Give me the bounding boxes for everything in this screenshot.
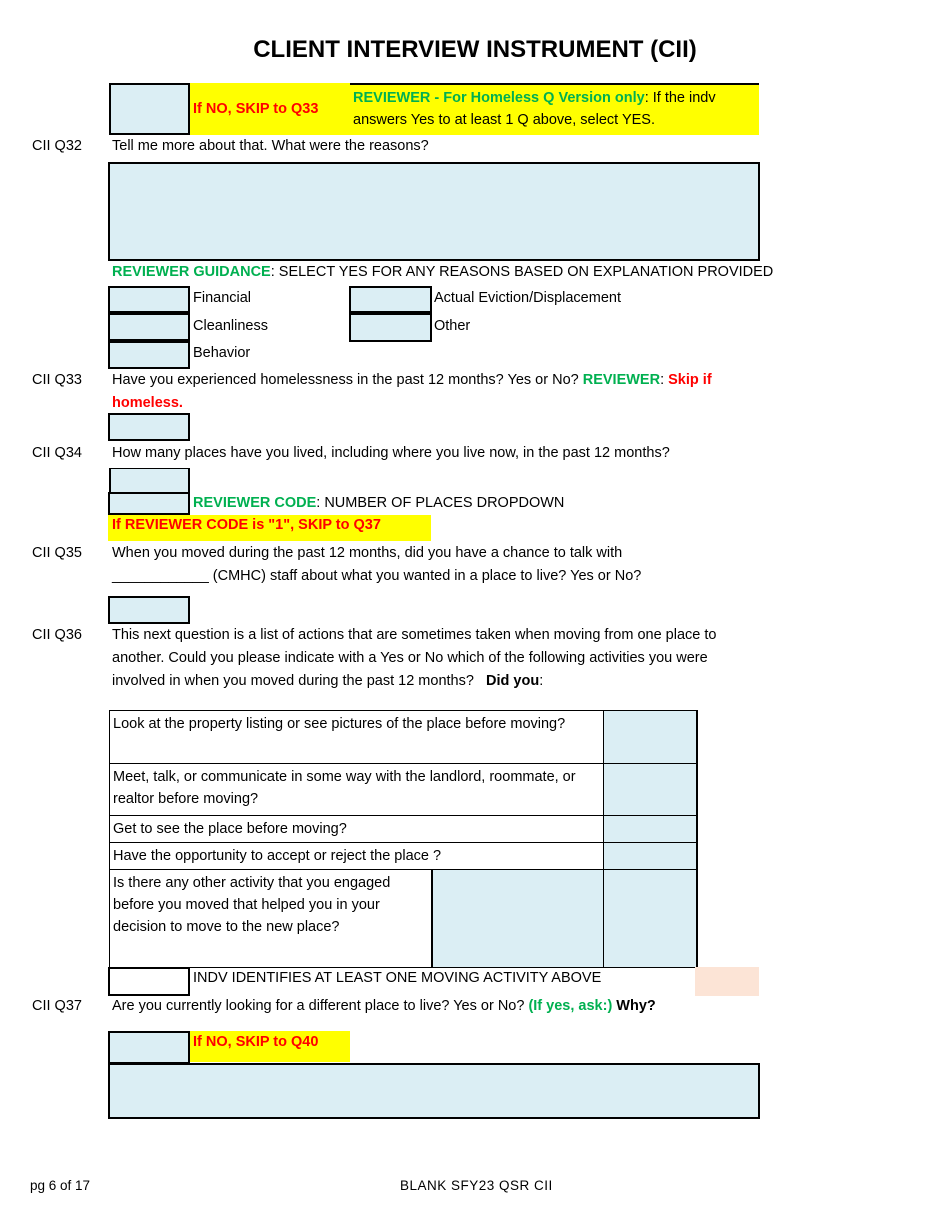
moving-activities-table — [109, 710, 698, 968]
q37-why-textarea[interactable] — [108, 1063, 760, 1119]
activity-4-label: Have the opportunity to accept or reject the place ? — [110, 843, 604, 870]
reviewer-homeless-label: REVIEWER - For Homeless Q Version only — [353, 90, 645, 106]
table-row — [110, 764, 698, 816]
reason-financial-label: Financial — [193, 290, 252, 306]
q36-did-you: Did you — [486, 673, 540, 689]
q37-skip-note — [190, 1031, 350, 1062]
table-row — [110, 711, 698, 764]
q32-guidance — [112, 263, 773, 281]
q33-colon: : — [660, 372, 669, 388]
reason-eviction-label: Actual Eviction/Displacement — [434, 290, 621, 306]
reason-other-field[interactable] — [349, 313, 432, 342]
reviewer-homeless-text: : If the indv answers Yes to at least 1 Q above, select YES. — [353, 90, 716, 128]
reason-cleanliness-field[interactable] — [108, 313, 190, 341]
q36-colon: : — [539, 673, 544, 689]
q37-question: Are you currently looking for a different place to live? Yes or No? — [112, 998, 529, 1014]
table-row — [110, 843, 698, 870]
reason-behavior-label: Behavior — [193, 345, 251, 361]
q37-why: Why? — [612, 998, 656, 1014]
q37-text — [112, 995, 656, 1018]
q32-text: Tell me more about that. What were the reasons? — [112, 138, 429, 154]
q35-label: CII Q35 — [32, 545, 82, 561]
q34-code — [193, 495, 564, 511]
homeless-answer-field[interactable] — [109, 83, 190, 135]
q35-line2: ____________ (CMHC) staff about what you wanted in a place to live? Yes or No? — [112, 568, 642, 584]
q34-label: CII Q34 — [32, 445, 82, 461]
q36-text — [112, 624, 760, 693]
activity-5-label: Is there any other activity that you engaged before you moved that helped you in your decision to move to the new place? — [110, 870, 433, 968]
q36-label: CII Q36 — [32, 627, 82, 643]
activity-3-answer[interactable] — [604, 816, 698, 843]
document-id: BLANK SFY23 QSR CII — [400, 1178, 553, 1193]
q34-places-dropdown[interactable] — [108, 492, 190, 515]
q34-skip-note — [108, 515, 431, 541]
q32-guidance-label: REVIEWER GUIDANCE — [112, 264, 271, 280]
q35-line1: When you moved during the past 12 months, did you have a chance to talk with — [112, 545, 623, 561]
table-row — [110, 816, 698, 843]
q37-label: CII Q37 — [32, 998, 82, 1014]
summary-result-cell — [695, 967, 759, 996]
q35-text — [112, 542, 641, 588]
q34-code-label: REVIEWER CODE — [193, 495, 317, 511]
table-row — [110, 870, 698, 968]
q33-reviewer: REVIEWER — [582, 372, 661, 388]
reviewer-homeless-note — [350, 83, 759, 135]
q32-reasons-textarea[interactable] — [108, 162, 760, 261]
q36-question: This next question is a list of actions that are sometimes taken when moving from one place to another. Could you please indicate with a Yes or No which of the following activities you were involved in when you moved during the past 12 months? — [112, 627, 717, 689]
q34-code-text: : NUMBER OF PLACES DROPDOWN — [316, 495, 565, 511]
reason-behavior-field[interactable] — [108, 341, 190, 369]
reason-financial-field[interactable] — [108, 286, 190, 313]
reason-other-label: Other — [434, 318, 471, 334]
activity-5-description[interactable] — [432, 870, 604, 968]
page-number: pg 6 of 17 — [30, 1178, 91, 1193]
activity-2-answer[interactable] — [604, 764, 698, 816]
q33-answer-field[interactable] — [108, 413, 190, 441]
q34-text: How many places have you lived, including where you live now, in the past 12 months? — [112, 445, 670, 461]
activity-1-answer[interactable] — [604, 711, 698, 764]
reason-cleanliness-label: Cleanliness — [193, 318, 268, 334]
q32-label: CII Q32 — [32, 138, 82, 154]
reason-eviction-field[interactable] — [349, 286, 432, 313]
q34-skip-text: If REVIEWER CODE is "1", SKIP to Q37 — [112, 517, 381, 533]
activity-4-answer[interactable] — [604, 843, 698, 870]
q34-answer-field[interactable] — [109, 468, 190, 492]
q37-answer-field[interactable] — [108, 1031, 190, 1064]
summary-label: INDV IDENTIFIES AT LEAST ONE MOVING ACTIVITY ABOVE — [193, 970, 602, 986]
skip-note-q33-text: If NO, SKIP to Q33 — [193, 101, 319, 117]
q37-skip-text: If NO, SKIP to Q40 — [193, 1034, 319, 1050]
activity-2-label: Meet, talk, or communicate in some way with the landlord, roommate, or realtor before moving? — [110, 764, 604, 816]
summary-answer-field[interactable] — [108, 967, 190, 996]
q35-answer-field[interactable] — [108, 596, 190, 624]
q33-text — [112, 369, 757, 415]
skip-note-q33 — [190, 83, 350, 135]
page-title: CLIENT INTERVIEW INSTRUMENT (CII) — [253, 36, 697, 63]
q33-label: CII Q33 — [32, 372, 82, 388]
activity-5-answer[interactable] — [604, 870, 698, 968]
q33-skip: Skip if homeless. — [112, 372, 712, 411]
activity-1-label: Look at the property listing or see pictures of the place before moving? — [110, 711, 604, 764]
activity-3-label: Get to see the place before moving? — [110, 816, 604, 843]
q33-question: Have you experienced homelessness in the past 12 months? Yes or No? — [112, 372, 583, 388]
q32-guidance-text: : SELECT YES FOR ANY REASONS BASED ON EXPLANATION PROVIDED — [270, 264, 774, 280]
q37-ask: (If yes, ask:) — [528, 998, 613, 1014]
